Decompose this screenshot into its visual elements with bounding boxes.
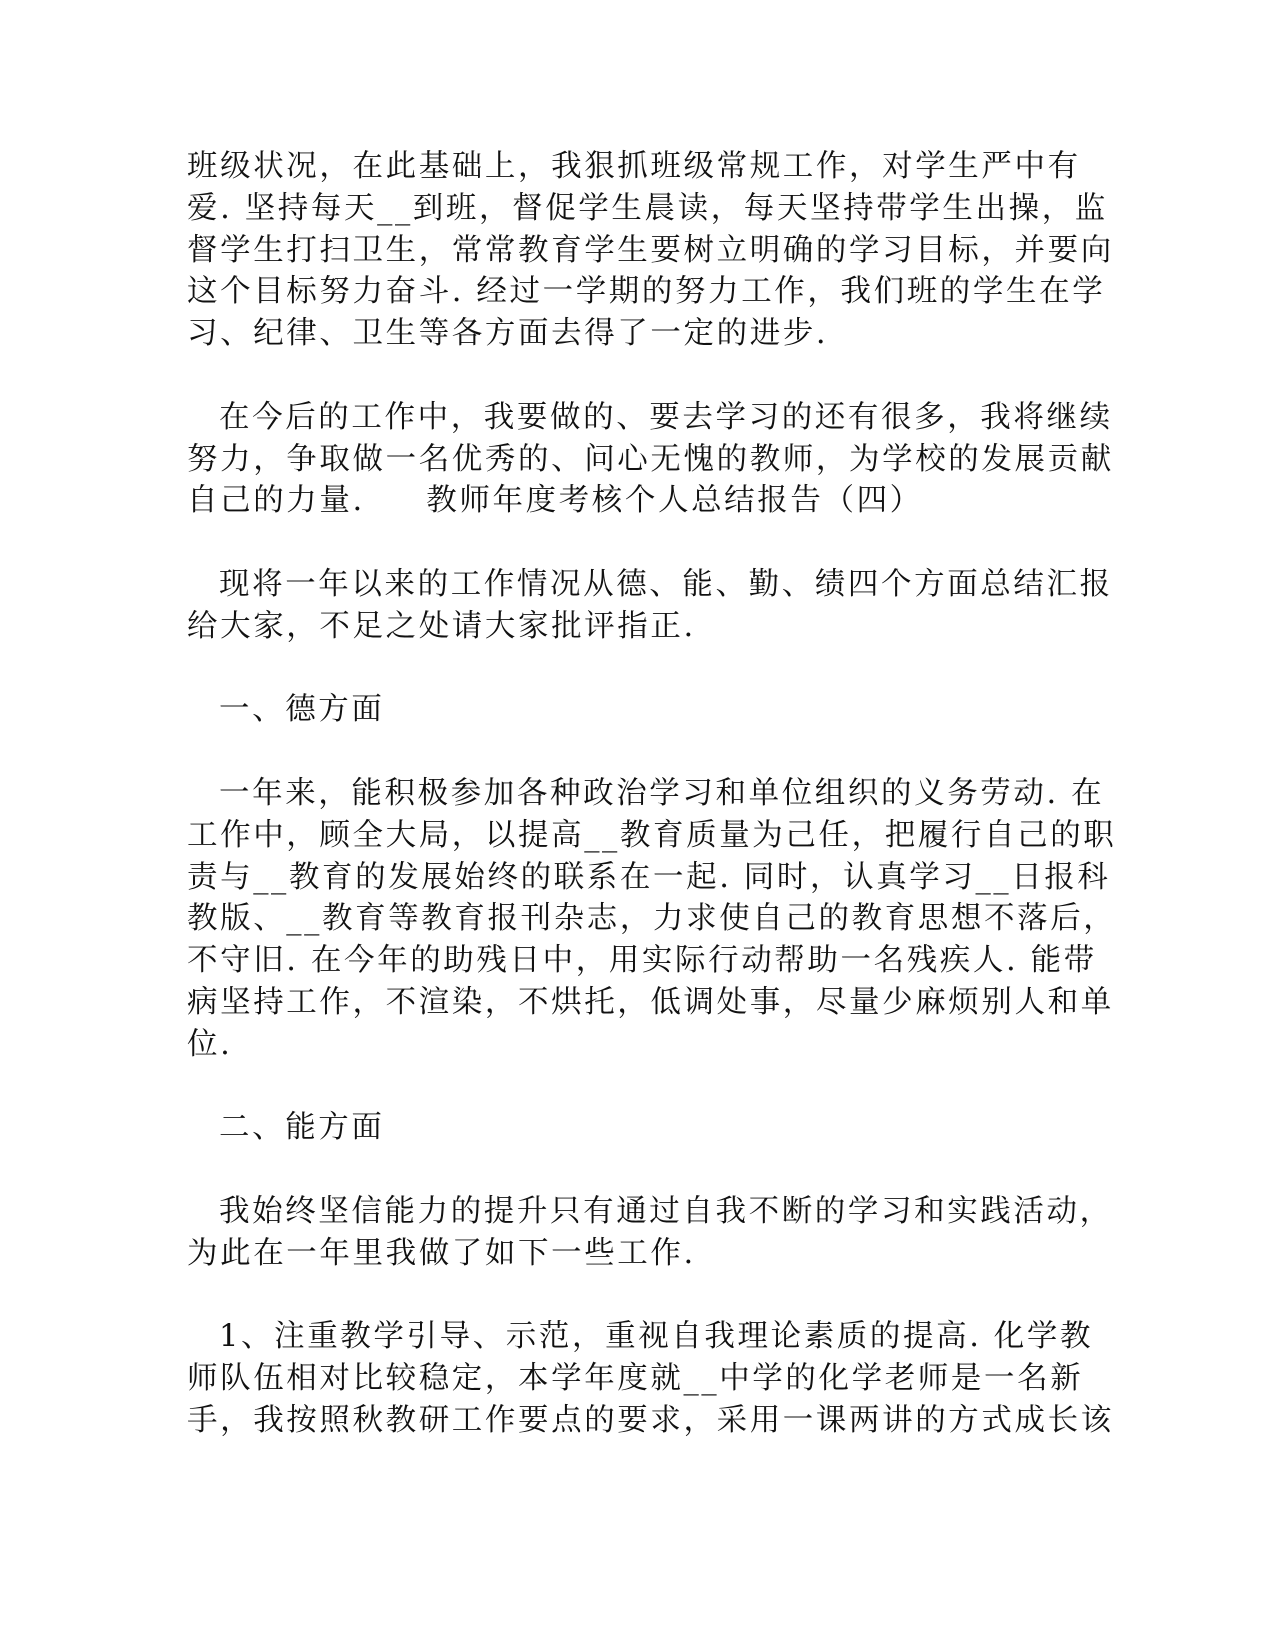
section-heading: 二、能方面	[219, 1110, 385, 1146]
text-line: 在今后的工作中，我要做的、要去学习的还有很多，我将继续	[219, 399, 1113, 435]
paragraph-item-1	[187, 1316, 1114, 1441]
text-line: 教版、__教育等教育报刊杂志，力求使自己的教育思想不落后，	[187, 901, 1117, 937]
text-line: 位.	[187, 1026, 233, 1062]
text-line: 习、纪律、卫生等各方面去得了一定的进步.	[187, 316, 829, 352]
document-page	[187, 146, 1117, 1442]
section-heading: 一、德方面	[219, 692, 385, 728]
section-heading-morality	[187, 689, 1107, 731]
text-line: 自己的力量. 教师年度考核个人总结报告（四）	[187, 483, 923, 519]
text-line: 给大家，不足之处请大家批评指正.	[187, 608, 696, 644]
text-line: 工作中，顾全大局，以提高__教育质量为己任，把履行自己的职	[187, 817, 1117, 853]
text-line: 病坚持工作，不渲染，不烘托，低调处事，尽量少麻烦别人和单	[187, 984, 1114, 1020]
text-line: 班级状况，在此基础上，我狠抓班级常规工作，对学生严中有	[187, 149, 1081, 184]
text-line: 1、注重教学引导、示范，重视自我理论素质的提高. 化学教	[219, 1319, 1094, 1355]
paragraph-gap	[187, 1149, 1107, 1191]
paragraph-gap	[187, 355, 1107, 397]
section-heading-ability	[187, 1107, 1107, 1149]
text-line: 不守旧. 在今年的助残日中，用实际行动帮助一名残疾人. 能带	[187, 943, 1097, 979]
paragraph-class-status	[187, 146, 1114, 355]
text-line: 一年来，能积极参加各种政治学习和单位组织的义务劳动. 在	[219, 775, 1105, 811]
text-line: 我始终坚信能力的提升只有通过自我不断的学习和实践活动，	[219, 1193, 1113, 1229]
paragraph-intro	[187, 564, 1113, 648]
text-line: 现将一年以来的工作情况从德、能、勤、绩四个方面总结汇报	[219, 566, 1113, 602]
text-line: 师队伍相对比较稳定，本学年度就__中学的化学老师是一名新	[187, 1361, 1084, 1397]
text-line: 为此在一年里我做了如下一些工作.	[187, 1235, 696, 1271]
paragraph-morality	[187, 773, 1117, 1066]
paragraph-gap	[187, 1066, 1107, 1108]
paragraph-gap	[187, 731, 1107, 773]
text-line: 这个目标努力奋斗. 经过一学期的努力工作，我们班的学生在学	[187, 274, 1106, 310]
paragraph-future-work	[187, 397, 1114, 522]
text-line: 爱. 坚持每天__到班，督促学生晨读，每天坚持带学生出操，监	[187, 190, 1108, 226]
text-line: 努力，争取做一名优秀的、问心无愧的教师，为学校的发展贡献	[187, 441, 1114, 477]
text-line: 手，我按照秋教研工作要点的要求，采用一课两讲的方式成长该	[187, 1402, 1114, 1438]
paragraph-gap	[187, 522, 1107, 564]
paragraph-ability	[187, 1191, 1113, 1275]
text-line: 责与__教育的发展始终的联系在一起. 同时，认真学习__日报科	[187, 859, 1111, 895]
text-line: 督学生打扫卫生，常常教育学生要树立明确的学习目标，并要向	[187, 232, 1114, 268]
paragraph-gap	[187, 648, 1107, 690]
paragraph-gap	[187, 1275, 1107, 1317]
